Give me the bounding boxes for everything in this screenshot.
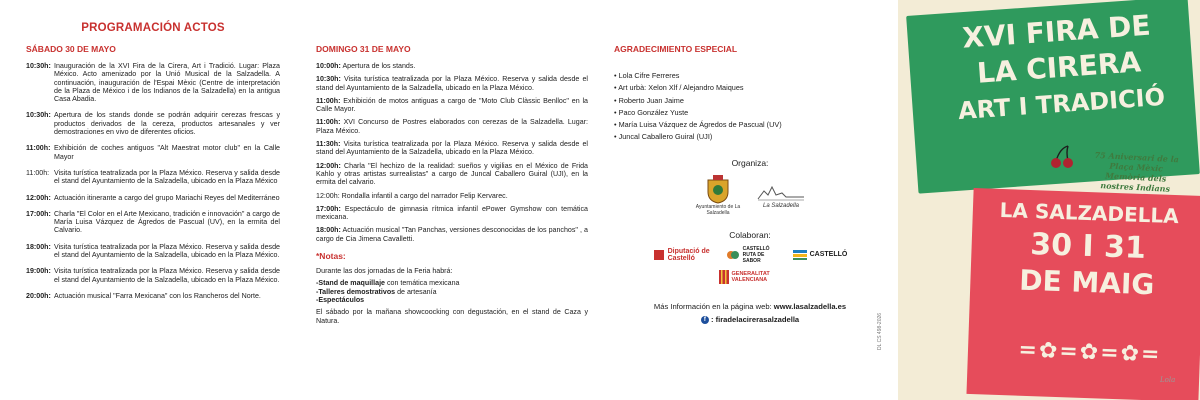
event-time: 10:00h:: [316, 62, 341, 70]
diputacio-logo: Diputació de Castelló: [653, 248, 716, 262]
castello-icon: [793, 250, 807, 260]
event-description: Exhibición de coches antiguos "Alt Maestrat motor club" en la Calle Mayor: [54, 144, 280, 161]
sunday-title: DOMINGO 31 DE MAYO: [316, 44, 411, 54]
thanks-item: • Juncal Caballero Guiral (UJI): [614, 131, 886, 143]
event-item: [26, 210, 280, 235]
event-description: Visita turística teatralizada por la Plaza México. Reserva y salida desde el stand del Ayuntamiento de la Salzadella, ubicado en la Plaza México: [54, 168, 280, 186]
event-description: Actuación musical "Tan Panchas, versiones desconocidas de los panchos" , a cargo de Cia Jimena Cavalletti.: [316, 226, 588, 243]
social-handle: f : firadelacirerasalzadella: [614, 315, 886, 324]
event-description: Visita turística teatralizada por la Plaza México. Reserva y salida desde el stand del Ayuntamiento de la Salzadella, ubicado en la Plaza México.: [54, 267, 280, 284]
event-time: 18:00h:: [316, 226, 341, 235]
event-time: 18:00h:: [26, 242, 51, 251]
event-time: 20:00h:: [26, 291, 51, 300]
event-description: Visita turística teatralizada por la Plaza México. Reserva y salida desde el stand del Ayuntamiento de la Salzadella, ubicado en la Plaza México.: [54, 242, 280, 260]
generalitat-icon: [719, 270, 729, 284]
event-item: [316, 75, 588, 92]
notas-intro: Durante las dos jornadas de la Feria habrá:: [316, 267, 453, 276]
event-description: Charla "El hechizo de la realidad: sueños y vigilias en el México de Frida Kahlo y otras artistas surrealistas" a cargo de Juncal Caballero Guiral (UJI), en la ermita del calvario.: [316, 161, 588, 187]
event-time: 11:00h:: [316, 96, 341, 105]
colaboran-logos: [614, 246, 886, 264]
event-time: 10:30h:: [26, 62, 51, 70]
thanks-title: AGRADECIMIENTO ESPECIAL: [614, 44, 738, 54]
event-description: Actuación itinerante a cargo del grupo Mariachi Reyes del Mediterráneo: [54, 193, 280, 202]
event-time: 10:30h:: [316, 75, 341, 84]
credits-column: [600, 0, 898, 400]
coat-of-arms-icon: [705, 174, 731, 204]
thanks-item: • Lola Cifre Ferreres: [614, 70, 886, 82]
notas-item: -Stand de maquillaje con temática mexicana: [316, 279, 460, 288]
event-time: 11:30h:: [316, 140, 341, 149]
event-item: [26, 292, 280, 300]
event-time: 12:00h:: [316, 191, 340, 200]
program-title: PROGRAMACIÓN ACTOS: [81, 22, 225, 34]
event-time: 12:00h:: [316, 161, 341, 170]
event-item: [26, 62, 280, 103]
event-description: Apertura de los stands.: [342, 62, 416, 70]
sunday-column: [300, 0, 600, 400]
event-description: Apertura de los stands donde se podrán adquirir cerezas frescas y productos derivados de la cereza, productos artesanales y ver demostraciones en vivo de diferentes oficios.: [54, 111, 280, 137]
event-item: [316, 226, 588, 243]
event-description: Inauguración de la XVI Fira de la Cirera, Art i Tradició. Lugar: Plaza México. Acto amenizado por la Unió Musical de la Salzadella. A continuación, inauguración de l'Espai Mèxic (Centre de interpretación de la Plaza de México i de los Indianos de la Salzadella) en la antigua Casa Abadia.: [54, 62, 280, 104]
event-time: 19:00h:: [26, 267, 51, 276]
legal-deposit-code: DL CS 498-2026: [877, 312, 883, 350]
saturday-events: [26, 62, 280, 300]
ruta-sabor-icon: [726, 249, 740, 261]
event-time: 12:00h:: [26, 193, 51, 202]
event-description: Charla "El Color en el Arte Mexicano, tradición e innovación" a cargo de María Luisa Vázquez de Ágredos de Pascual (UV), en la ermita del Calvario.: [54, 209, 280, 235]
event-time: 17:00h:: [26, 209, 51, 218]
poster-cover: [898, 0, 1200, 400]
event-item: [26, 194, 280, 202]
diputacio-icon: [653, 249, 665, 261]
facebook-icon: f: [701, 316, 709, 324]
thanks-list: [614, 70, 886, 144]
ayuntamiento-logo: [694, 174, 742, 216]
ruta-de-sabor-logo: CASTELLÓ RUTA DE SABOR: [726, 246, 783, 264]
web-link[interactable]: www.lasalzadella.es: [773, 301, 847, 311]
thanks-item: • Roberto Juan Jaime: [614, 95, 886, 107]
flower-decoration: =✿=✿=✿=: [1018, 337, 1162, 368]
notas-title: *Notas:: [316, 251, 346, 262]
event-item: [316, 192, 588, 200]
event-item: [26, 267, 280, 284]
ayuntamiento-label: Ayuntamiento de La Salzadella: [695, 203, 741, 216]
place-date-title: LA SALZADELLA 30 I 31 DE MAIG: [999, 197, 1180, 302]
event-time: 11:00h:: [26, 168, 50, 177]
thanks-item: • Art urbà: Xelon Xlf / Alejandro Maiques: [614, 82, 886, 94]
saturday-title: SÁBADO 30 DE MAYO: [26, 44, 116, 54]
event-description: Visita turística teatralizada por la Plaza México. Reserva y salida desde el stand del Ayuntamiento de la Salzadella, ubicado en la Plaza México.: [316, 75, 588, 92]
colaboran-label: Colaboran:: [729, 229, 771, 240]
organiza-label: Organiza:: [731, 157, 769, 168]
notas-item: -Talleres demostrativos de artesanía: [316, 287, 437, 296]
event-item: [316, 62, 588, 70]
event-description: Actuación musical "Farra Mexicana" con los Rancheros del Norte.: [54, 291, 261, 300]
generalitat-logo: GENERALITAT VALENCIANA: [719, 270, 782, 284]
castello-logo: CASTELLÓ: [793, 250, 848, 260]
event-item: [316, 118, 588, 135]
event-description: XVI Concurso de Postres elaborados con cerezas de la Salzadella. Lugar: Plaza México.: [316, 118, 588, 135]
event-time: 17:00h:: [316, 204, 341, 213]
saturday-column: [0, 0, 300, 400]
thanks-item: • Paco González Yuste: [614, 107, 886, 119]
event-description: Rondalla infantil a cargo del narrador Felip Kervarec.: [341, 191, 508, 200]
event-description: Exhibición de motos antiguas a cargo de "Moto Club Clàssic Benlloc" en la Calle Mayor.: [316, 96, 588, 114]
event-item: [316, 162, 588, 187]
salzadella-logo-label: La Salzadella: [762, 202, 800, 209]
event-item: [26, 144, 280, 161]
event-item: [316, 140, 588, 157]
event-time: 10:30h:: [26, 111, 51, 120]
thanks-item: • María Luisa Vázquez de Ágredos de Pascual (UV): [614, 119, 886, 131]
event-time: 11:00h:: [316, 118, 341, 127]
organiza-logos: [614, 174, 886, 216]
event-time: 11:00h:: [26, 144, 51, 153]
event-item: [26, 169, 280, 186]
event-item: [26, 243, 280, 260]
event-item: [316, 97, 588, 114]
notas-item: -Espectáculos: [316, 295, 365, 304]
web-info: Más Información en la página web: www.lasalzadella.es: [653, 301, 847, 311]
event-item: [316, 205, 588, 222]
village-skyline-icon: [756, 181, 806, 203]
artist-signature: Lola: [1160, 376, 1176, 384]
event-description: Espectáculo de gimnasia rítmica infantil ePower Gymshow con temática mexicana.: [316, 204, 588, 222]
sunday-events: [316, 62, 588, 243]
fira-title: XVI FIRA DE LA CIRERA ART I TRADICIÓ: [957, 8, 1166, 126]
anniversary-text: 75 Aniversari de la Plaça Mèxic Memòria dels nostres Indians: [1094, 149, 1180, 194]
event-item: [26, 111, 280, 136]
notas-section: [316, 267, 588, 325]
notas-footer: El sábado por la mañana showcoocking con degustación, en el stand de Caza y Natura.: [316, 308, 588, 325]
event-description: Visita turística teatralizada por la Plaza México. Reserva y salida desde el stand del Ayuntamiento de la Salzadella, ubicado en la Plaza México.: [316, 140, 588, 157]
generalitat-row: [614, 270, 886, 284]
salzadella-logo: [756, 181, 806, 209]
